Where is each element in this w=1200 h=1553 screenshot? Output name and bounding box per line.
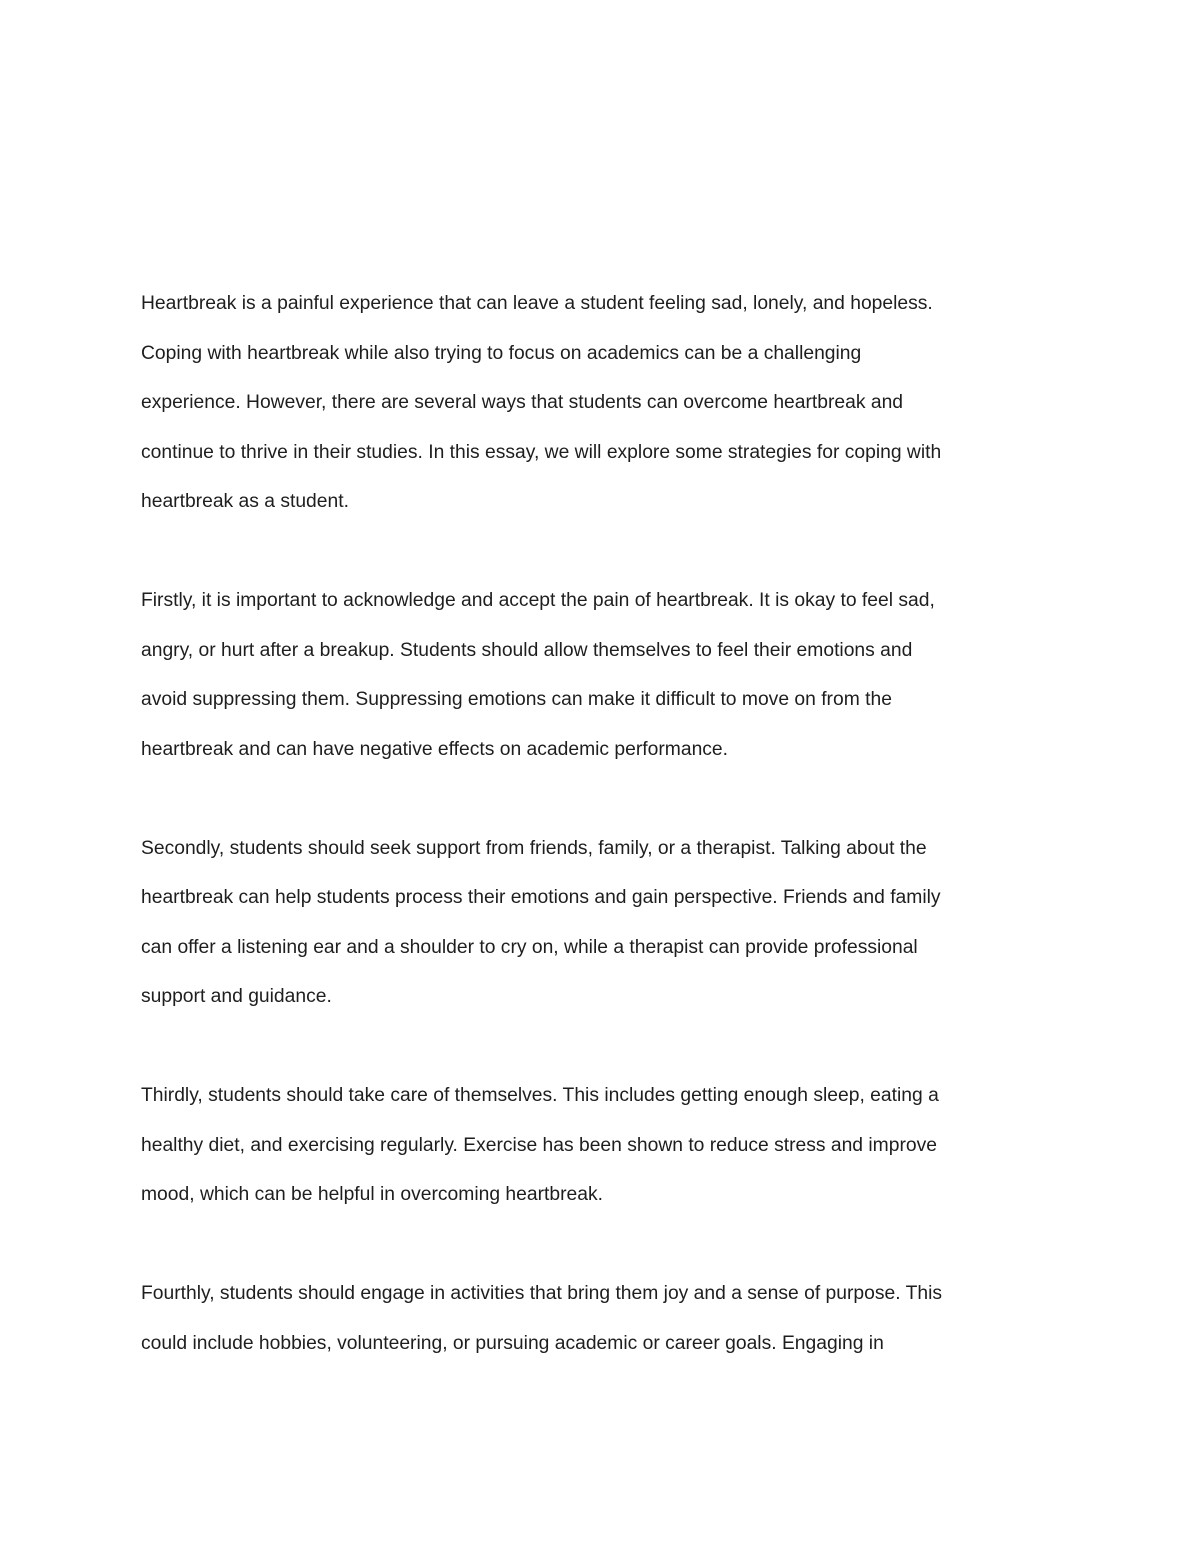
text-line: continue to thrive in their studies. In this essay, we will explore some strategies for coping with [141, 441, 942, 463]
text-line: avoid suppressing them. Suppressing emotions can make it difficult to move on from the [141, 689, 892, 710]
text-line: heartbreak and can have negative effects on academic performance. [141, 738, 729, 760]
text-line: angry, or hurt after a breakup. Students should allow themselves to feel their emotions and [141, 639, 913, 661]
text-line: could include hobbies, volunteering, or pursuing academic or career goals. Engaging in [141, 1332, 884, 1354]
text-line: Coping with heartbreak while also trying to focus on academics can be a challenging [141, 342, 862, 364]
text-line: healthy diet, and exercising regularly. Exercise has been shown to reduce stress and improve [141, 1134, 937, 1156]
text-line: can offer a listening ear and a shoulder to cry on, while a therapist can provide professional [141, 936, 918, 958]
essay-body [141, 279, 1061, 1418]
paragraph-fourthly [141, 1269, 1061, 1368]
text-line: Heartbreak is a painful experience that can leave a student feeling sad, lonely, and hopeless. [141, 293, 933, 314]
text-line: support and guidance. [141, 986, 332, 1007]
text-line: Fourthly, students should engage in activities that bring them joy and a sense of purpose. This [141, 1283, 942, 1304]
paragraph-intro [141, 279, 1061, 527]
paragraph-thirdly [141, 1071, 1061, 1220]
text-line: Firstly, it is important to acknowledge and accept the pain of heartbreak. It is okay to feel sad, [141, 590, 935, 611]
text-line: mood, which can be helpful in overcoming heartbreak. [141, 1184, 603, 1205]
text-line: heartbreak as a student. [141, 491, 349, 512]
text-line: Secondly, students should seek support from friends, family, or a therapist. Talking about the [141, 837, 927, 859]
paragraph-firstly [141, 576, 1061, 774]
paragraph-secondly [141, 824, 1061, 1022]
text-line: heartbreak can help students process their emotions and gain perspective. Friends and family [141, 887, 941, 908]
text-line: Thirdly, students should take care of themselves. This includes getting enough sleep, eating a [141, 1085, 939, 1106]
text-line: experience. However, there are several ways that students can overcome heartbreak and [141, 392, 904, 413]
